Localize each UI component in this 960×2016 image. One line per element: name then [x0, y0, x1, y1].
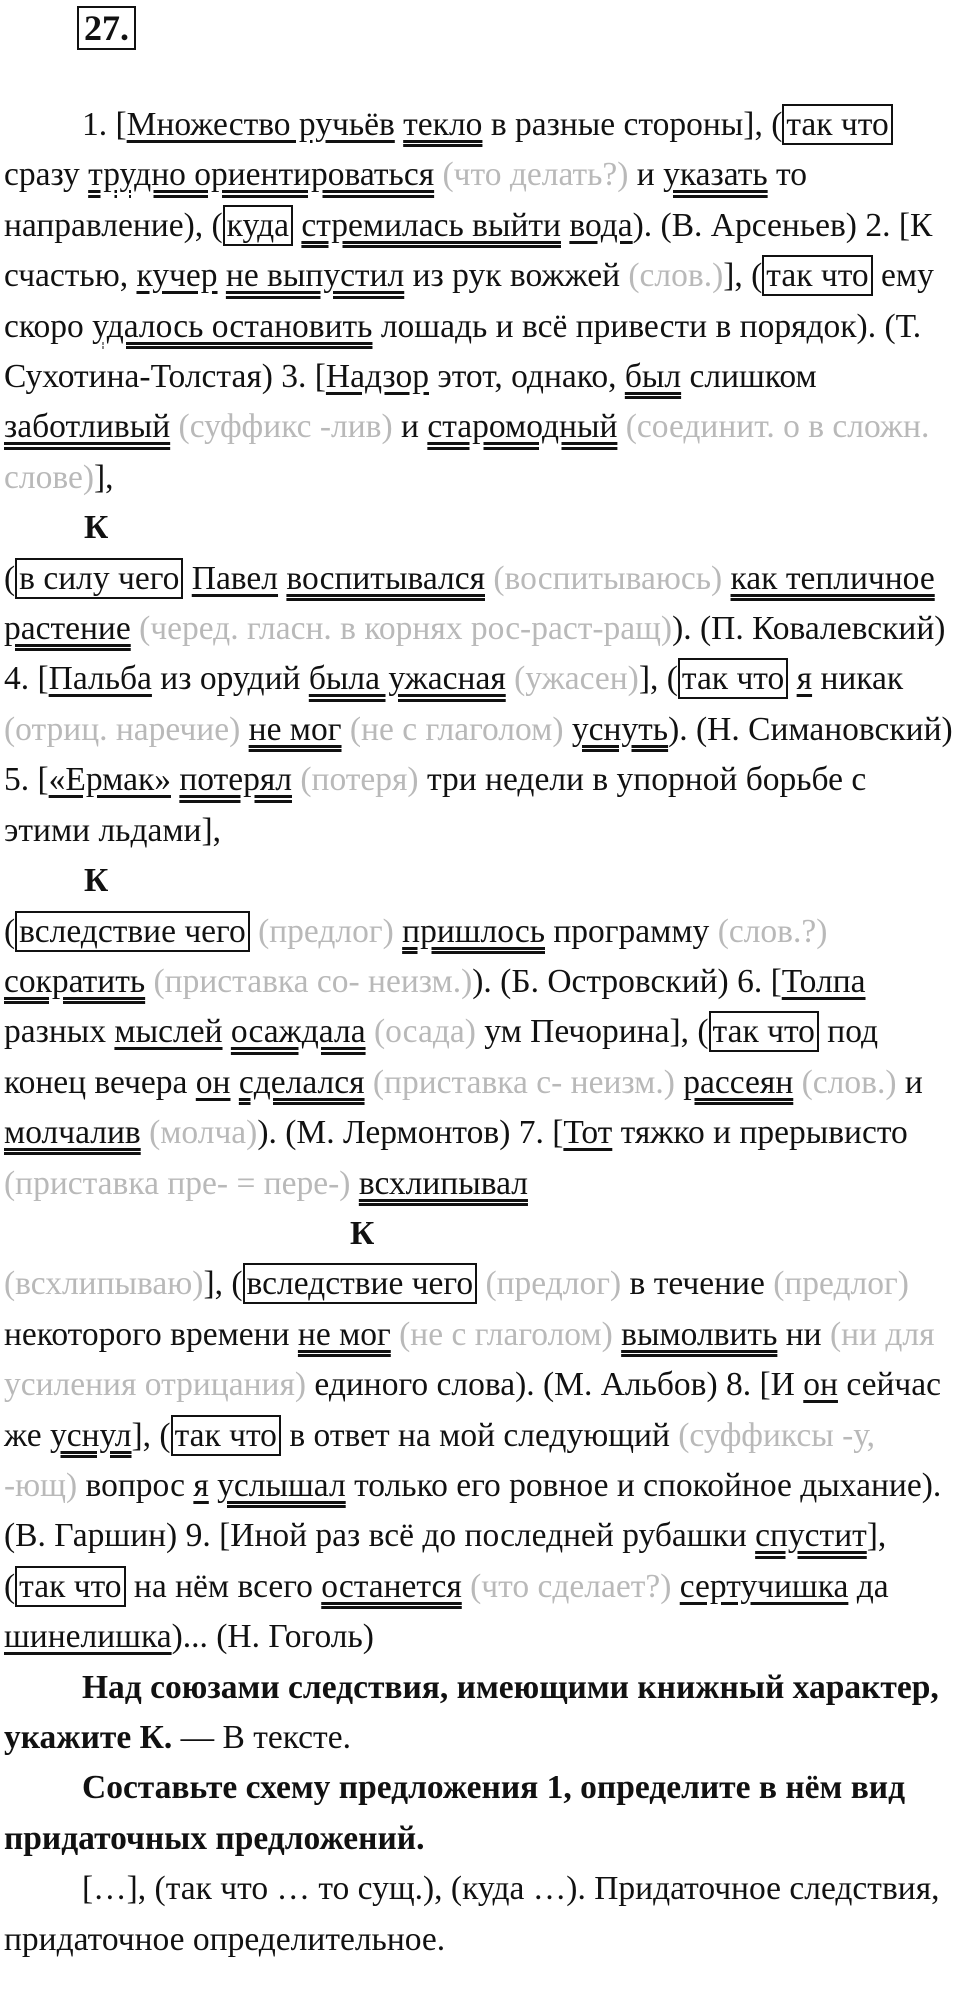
text-fragment: вопрос	[77, 1466, 194, 1504]
text-fragment: он	[803, 1366, 838, 1404]
task-2-question	[4, 1763, 954, 1864]
text-fragment: уснул	[49, 1416, 132, 1454]
text-fragment: ], (	[723, 257, 763, 295]
text-fragment	[722, 560, 730, 597]
text-fragment: старомодный	[427, 408, 618, 446]
text-fragment: ). (В. Арсеньев)	[632, 206, 857, 244]
conjunction-box: вследствие чего	[243, 1263, 478, 1304]
text-fragment: […], (так что … то сущ.), (куда …). Придаточное следствия, придаточное определительное.	[4, 1870, 940, 1958]
conjunction-box: так что	[782, 104, 892, 145]
text-fragment: в течение	[621, 1265, 774, 1303]
text-fragment: потерял	[179, 761, 292, 799]
hint: (ни для усиления отрицания)	[4, 1315, 935, 1404]
hint: (слов.?)	[717, 912, 828, 950]
hint: (осада)	[373, 1013, 476, 1051]
text-fragment: услышал	[217, 1466, 346, 1504]
hint: (молча)	[149, 1114, 258, 1152]
text-fragment: пришлось	[402, 912, 545, 950]
hint: (суффикс -лив)	[178, 408, 393, 446]
text-fragment: вода	[569, 206, 633, 244]
text-fragment: Павел	[191, 559, 279, 597]
text-fragment: заботливый	[4, 408, 171, 446]
text-fragment: молчалив	[4, 1114, 141, 1152]
text-fragment: я	[796, 660, 813, 698]
task-1-answer: — В тексте.	[172, 1719, 351, 1756]
hint: (потеря)	[300, 761, 419, 799]
hint: (что сделает?)	[470, 1567, 672, 1605]
text-fragment: единого слова). (М. Альбов)	[306, 1366, 718, 1404]
conjunction-box: так что	[171, 1415, 281, 1456]
text-fragment: воспитывался	[286, 559, 485, 597]
conjunction-box: так что	[762, 255, 872, 296]
text-fragment: 2. [К счастью,	[4, 206, 933, 295]
text-fragment: 3. [	[272, 358, 326, 396]
text-fragment: ], (	[743, 106, 783, 143]
text-fragment: вымолвить	[621, 1315, 778, 1353]
hint: (соединит. о в сложн. слове)	[4, 408, 930, 496]
text-fragment: этот, однако,	[428, 358, 625, 396]
hint: (ужасен)	[514, 660, 639, 698]
text-fragment: как тепличное растение	[4, 559, 935, 648]
text-fragment: ], (	[4, 1517, 887, 1605]
text-fragment: Пальба	[48, 660, 152, 698]
sentences-paragraph	[4, 907, 954, 1209]
hint: (отриц. наречие)	[4, 710, 241, 748]
text-fragment: осаждала	[230, 1013, 366, 1051]
text-fragment: в разные стороны	[482, 106, 744, 143]
text-fragment: я	[193, 1466, 209, 1504]
text-fragment: 7. [	[510, 1114, 564, 1152]
text-fragment: рассеян	[683, 1063, 794, 1101]
text-fragment: ). (П. Ковалевский)	[672, 610, 946, 648]
text-fragment: «Ермак»	[48, 761, 171, 799]
hint: (воспитываюсь)	[493, 559, 723, 597]
text-fragment: кучер	[136, 257, 218, 295]
hint: (приставка с- неизм.)	[372, 1063, 675, 1101]
text-fragment: из орудий	[151, 660, 309, 698]
text-fragment: Составьте схему предложения 1, определите в нём вид придаточных предложений.	[4, 1769, 906, 1857]
text-fragment: стремилась выйти	[301, 206, 561, 244]
text-fragment: ], (	[203, 1265, 243, 1303]
text-fragment: ему скоро	[4, 257, 934, 345]
text-fragment: программу	[545, 912, 718, 950]
hint: (черед. гласн. в корнях рос-раст-ращ)	[139, 610, 673, 648]
text-fragment: разных	[4, 1013, 115, 1051]
text-fragment: никак	[812, 660, 904, 698]
text-fragment: тяжко и прерывисто	[612, 1114, 908, 1152]
task-2-answer	[4, 1864, 954, 1965]
conjunction-box: в силу чего	[15, 558, 183, 599]
text-fragment: (	[4, 912, 16, 950]
text-fragment: три недели в упорной борьбе с этими льдами],	[4, 761, 867, 849]
task-1-question: Над союзами следствия, имеющими книжный характер, укажите К.	[4, 1668, 939, 1756]
text-fragment: всхлипывал	[358, 1164, 528, 1202]
text-fragment: трудно ориентироваться	[88, 156, 435, 194]
text-fragment: мыслей	[114, 1013, 223, 1051]
text-fragment: под конец вечера	[4, 1013, 879, 1101]
text-fragment: )... (Н. Гоголь)	[171, 1618, 374, 1656]
text-fragment: ). (Н. Симановский)	[668, 710, 953, 748]
text-fragment: ). (М. Лермонтов)	[257, 1114, 511, 1152]
text-fragment: то направление), (	[4, 156, 807, 244]
text-fragment: только его ровное и спокойное дыхание). (В. Гаршин)	[4, 1466, 942, 1555]
text-fragment: сделался	[238, 1063, 365, 1101]
hint: (слов.)	[628, 257, 724, 295]
conjunction-box: куда	[223, 205, 293, 246]
text-fragment: сертучишка	[679, 1567, 849, 1605]
task-1	[4, 1663, 954, 1764]
text-fragment: текло	[403, 106, 483, 143]
text-fragment: ], (	[638, 660, 678, 698]
hint: (предлог)	[258, 912, 394, 950]
text-fragment: не мог	[248, 710, 342, 748]
hint: (не с глаголом)	[349, 710, 564, 748]
text-fragment: ум Печорина], (	[475, 1013, 709, 1051]
text-fragment: Толпа	[781, 962, 866, 1000]
text-fragment: (	[4, 559, 16, 597]
text-fragment: удалось остановить	[92, 307, 373, 345]
text-fragment: 9. [Иной раз всё до последней рубашки	[177, 1517, 756, 1555]
text-fragment: 1. [	[82, 106, 127, 143]
text-fragment: указать	[663, 156, 768, 194]
text-fragment: шинелишка	[4, 1618, 172, 1656]
text-fragment: уснуть	[571, 710, 669, 748]
exercise-text	[4, 100, 954, 1965]
text-fragment: спустит	[755, 1517, 867, 1555]
text-fragment: и	[628, 156, 664, 194]
text-fragment: ], (	[131, 1416, 171, 1454]
text-fragment: 6. [	[728, 962, 782, 1000]
hint: (предлог)	[485, 1265, 622, 1303]
sentences-paragraph	[4, 1259, 954, 1662]
conjunction-box: так что	[15, 1566, 125, 1607]
text-fragment: и	[896, 1063, 923, 1101]
text-fragment: да	[848, 1567, 889, 1605]
text-fragment: сократить	[4, 962, 146, 1000]
hint: (предлог)	[773, 1265, 909, 1303]
text-fragment: Тот	[563, 1114, 613, 1152]
exercise-number: 27.	[77, 6, 136, 50]
hint: (приставка пре- = пере-)	[4, 1164, 351, 1202]
hint: (суффиксы -у, -ющ)	[4, 1416, 876, 1504]
text-fragment: Надзор	[325, 358, 429, 396]
text-fragment: сейчас же	[4, 1366, 941, 1454]
text-fragment: ],	[93, 458, 114, 496]
text-fragment: 4. [	[4, 660, 49, 698]
text-fragment: 8. [И	[717, 1366, 804, 1404]
conjunction-box: вследствие чего	[15, 911, 250, 952]
text-fragment: не выпустил	[225, 257, 405, 295]
hint: (не с глаголом)	[399, 1315, 613, 1353]
text-fragment: 5. [	[4, 761, 49, 799]
book-conjunction-mark: К	[84, 509, 109, 547]
text-fragment: лошадь и всё привести в порядок). (Т. Сухотина-Толстая)	[4, 307, 922, 396]
conjunction-box: так что	[678, 658, 788, 699]
hint: (всхлипываю)	[4, 1265, 204, 1303]
text-fragment: была ужасная	[308, 660, 506, 698]
text-fragment: из рук вожжей	[404, 257, 629, 295]
text-fragment: ). (Б. Островский)	[472, 962, 729, 1000]
sentences-paragraph	[4, 554, 954, 856]
text-fragment: сразу	[4, 156, 89, 194]
text-fragment: и	[392, 408, 428, 446]
conjunction-box: так что	[709, 1011, 819, 1052]
sentences-paragraph	[4, 100, 954, 503]
hint: (что делать?)	[442, 156, 629, 194]
text-fragment: был	[624, 358, 682, 396]
text-fragment: останется	[321, 1567, 462, 1605]
hint: (приставка со- неизм.)	[153, 962, 473, 1000]
book-conjunction-mark: К	[84, 862, 109, 900]
text-fragment: он	[195, 1063, 231, 1101]
hint: (слов.)	[801, 1063, 897, 1101]
text-fragment: Множество ручьёв	[126, 106, 395, 143]
text-fragment: на нём всего	[125, 1567, 322, 1605]
text-fragment: слишком	[681, 358, 817, 396]
text-fragment: ни	[777, 1315, 830, 1353]
text-fragment: некоторого времени	[4, 1315, 298, 1353]
text-fragment: в ответ на мой следующий	[280, 1416, 679, 1454]
book-conjunction-mark: К	[350, 1214, 375, 1252]
text-fragment: не мог	[297, 1315, 391, 1353]
